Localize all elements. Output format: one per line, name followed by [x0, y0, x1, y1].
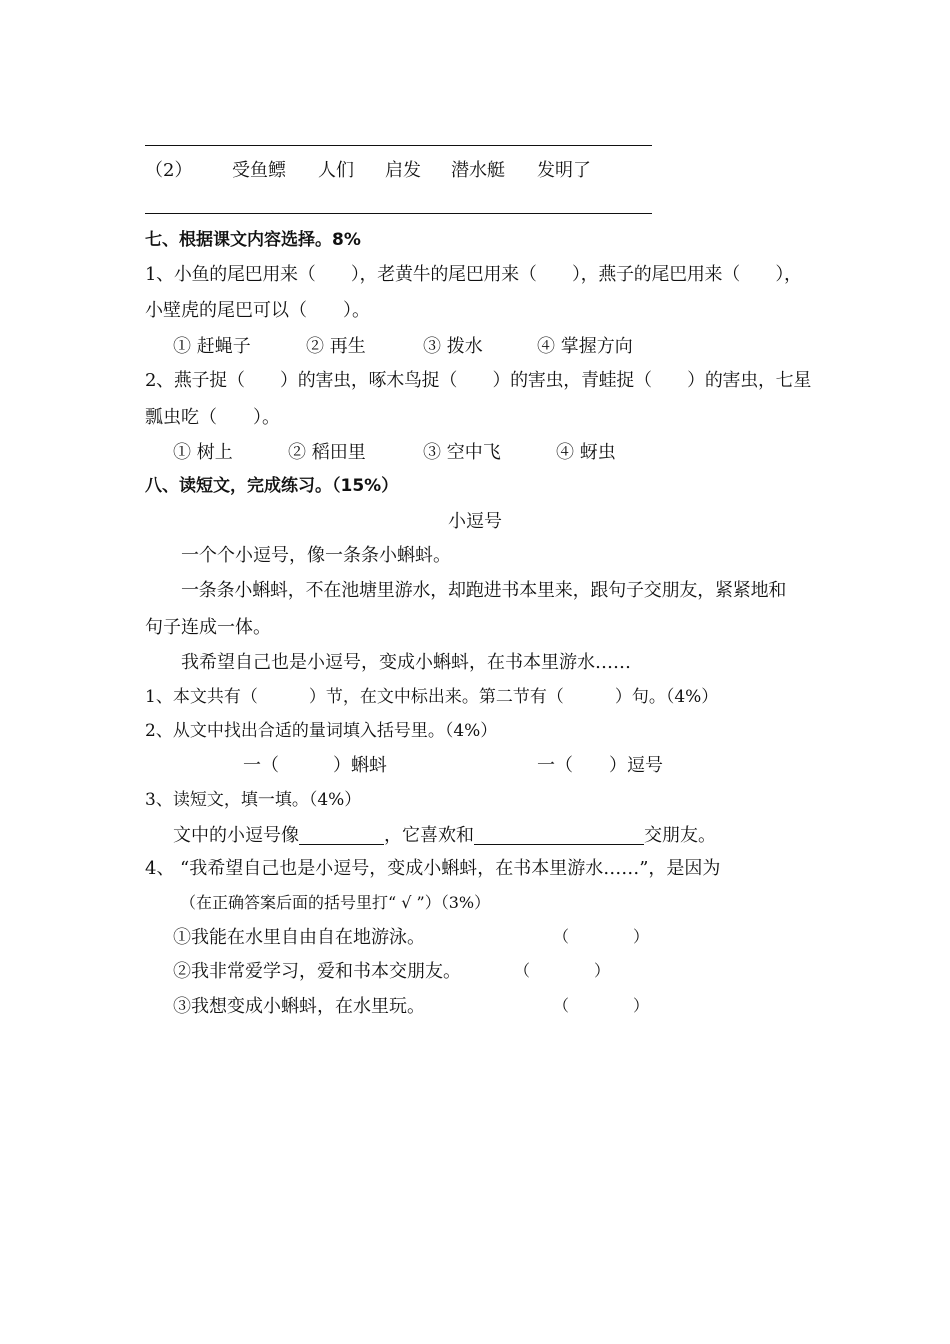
s7-q2-option: ③ 空中飞 [423, 442, 501, 463]
s8-q4-option-3-paren[interactable]: （ ） [553, 996, 650, 1015]
s8-q2-fill-a: 一（ ）蝌蚪 [243, 755, 387, 776]
section-8-title: 八、读短文，完成练习。（15%） [145, 476, 399, 496]
passage-paragraph-3: 我希望自己也是小逗号，变成小蝌蚪，在书本里游水…… [181, 652, 631, 673]
section-7-title: 七、根据课文内容选择。8% [145, 230, 361, 250]
s8-q3-blank-1[interactable] [299, 826, 384, 845]
s8-q4-option-2: ②我非常爱学习，爱和书本交朋友。 [173, 961, 461, 982]
item-2-word: 受鱼鳔 [232, 160, 286, 181]
s7-q2-option: ④ 蚜虫 [556, 442, 616, 463]
s8-q3-text-b: ，它喜欢和 [384, 825, 474, 846]
item-2-word: 发明了 [537, 160, 591, 181]
s7-q1-option: ③ 拨水 [423, 336, 483, 357]
s8-q4-option-1-paren[interactable]: （ ） [553, 927, 650, 946]
passage-title: 小逗号 [448, 511, 502, 532]
s8-question-1: 1、本文共有（ ）节，在文中标出来。第二节有（ ）句。（4%） [145, 687, 719, 707]
s7-q2-option: ② 稻田里 [288, 442, 366, 463]
s8-q4-option-3: ③我想变成小蝌蚪，在水里玩。 [173, 996, 425, 1017]
item-2-word: 人们 [318, 160, 354, 181]
answer-line-1 [145, 145, 652, 146]
s7-q1-line1: 1、小鱼的尾巴用来（ ），老黄牛的尾巴用来（ ），燕子的尾巴用来（ ）， [145, 264, 802, 285]
s8-q3-blank-2[interactable] [474, 826, 644, 845]
s7-q2-line2: 瓢虫吃（ ）。 [145, 407, 280, 428]
passage-paragraph-1: 一个个小逗号，像一条条小蝌蚪。 [181, 545, 451, 566]
s7-q1-option: ④ 掌握方向 [537, 336, 633, 357]
s7-q1-option: ① 赶蝇子 [173, 336, 251, 357]
s8-q4-number: 4、 [145, 858, 175, 879]
s8-q4-option-2-paren[interactable]: （ ） [514, 961, 611, 980]
s8-question-2: 2、从文中找出合适的量词填入括号里。（4%） [145, 721, 498, 741]
s7-q2-option: ① 树上 [173, 442, 233, 463]
s8-q2-fill-b: 一（ ）逗号 [537, 755, 663, 776]
s8-q3-fill-line [173, 826, 716, 845]
passage-paragraph-2-line1: 一条条小蝌蚪，不在池塘里游水，却跑进书本里来，跟句子交朋友，紧紧地和 [181, 580, 787, 601]
answer-line-2 [145, 213, 652, 214]
item-2-word: 潜水艇 [451, 160, 505, 181]
s8-q4-line2: （在正确答案后面的括号里打“ √ ”）（3%） [180, 893, 491, 912]
s8-q3-text-c: 交朋友。 [644, 825, 716, 846]
item-2-word: 启发 [385, 160, 421, 181]
s8-q3-text-a: 文中的小逗号像 [173, 825, 299, 846]
s7-q2-line1: 2、燕子捉（ ）的害虫，啄木鸟捉（ ）的害虫，青蛙捉（ ）的害虫，七星 [145, 370, 812, 391]
s8-q4-option-1: ①我能在水里自由自在地游泳。 [173, 927, 425, 948]
s8-q4-line1: “我希望自己也是小逗号，变成小蝌蚪，在书本里游水……”，是因为 [180, 858, 721, 879]
passage-paragraph-2-line2: 句子连成一体。 [145, 617, 271, 638]
s8-question-3: 3、读短文，填一填。（4%） [145, 790, 362, 810]
s7-q1-line2: 小壁虎的尾巴可以（ ）。 [145, 300, 370, 321]
item-2-number: （2） [145, 160, 193, 181]
s7-q1-option: ② 再生 [306, 336, 366, 357]
